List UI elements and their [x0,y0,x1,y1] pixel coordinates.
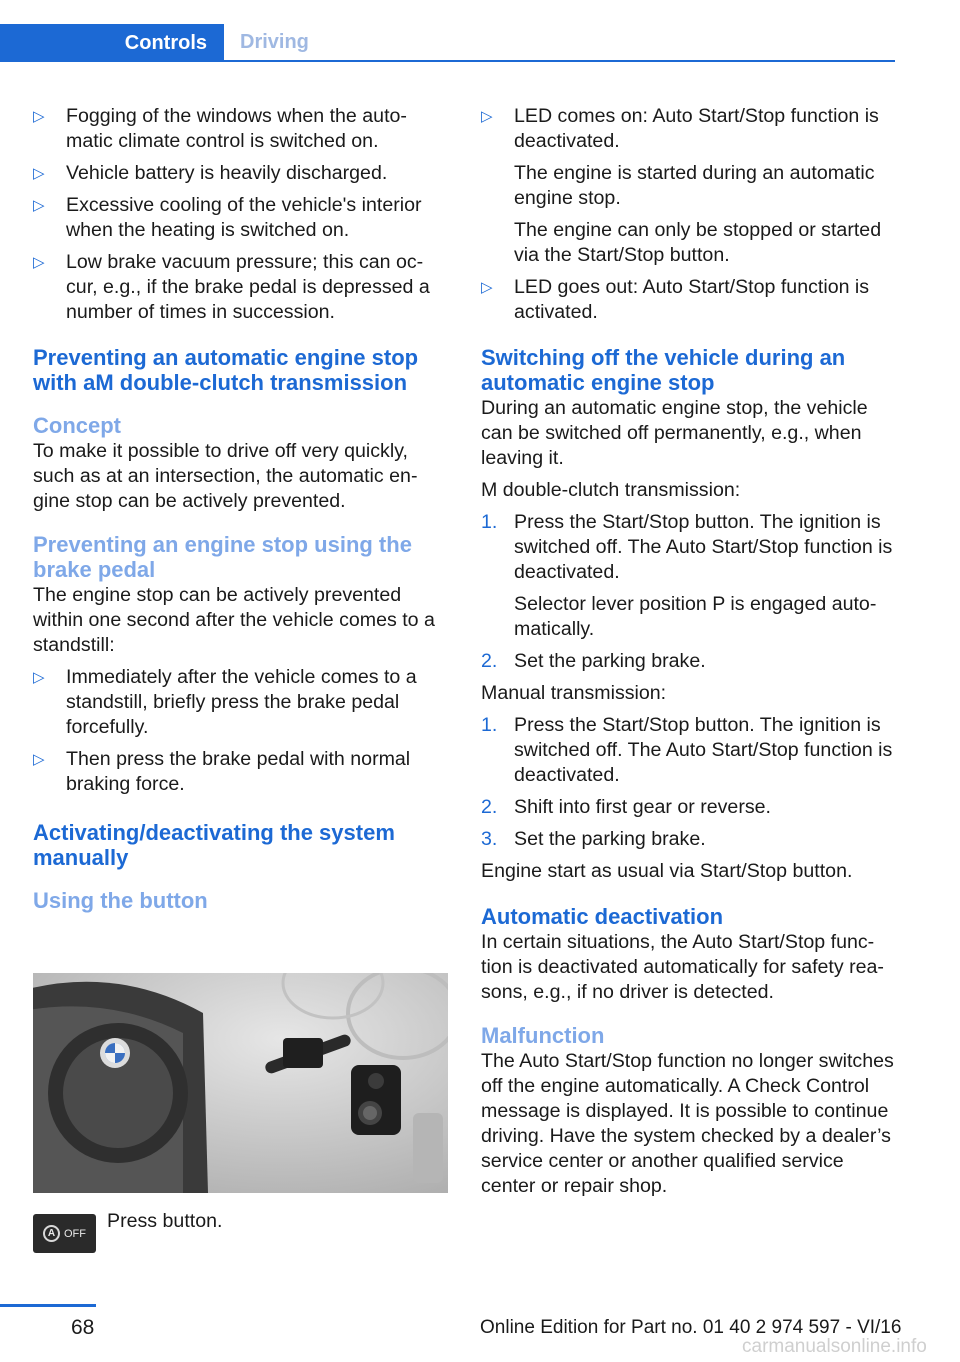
paragraph-mdct: M double-clutch transmission: [481,479,741,501]
tab-controls[interactable]: Controls [0,24,224,62]
cockpit-illustration [33,973,448,1193]
tab-driving[interactable]: Driving [240,30,309,53]
watermark: carmanualsonline.info [742,1336,927,1357]
list-item: ▷ LED goes out: Auto Start/Stop function is activated. [481,276,870,323]
triangle-bullet-icon: ▷ [33,197,45,214]
press-button-text: Press button. [107,1210,223,1232]
list-item: ▷ Then press the brake pedal with normal braking force. [33,748,411,795]
list-item: ▷ Vehicle battery is heavily discharged. [33,162,388,184]
paragraph-manual: Manual transmission: [481,682,667,704]
triangle-bullet-icon: ▷ [33,751,45,768]
left-column [33,104,443,914]
list-item: ▷ LED comes on: Auto Start/Stop function is deactivated. The engine is started during an automatic engine stop. The engine can only be stopped or started via the Start/Stop button. [481,105,882,266]
page-number: 68 [71,1316,95,1339]
list-item: ▷ Excessive cooling of the vehicle's interior when the heating is switched on. [33,194,422,241]
paragraph-malfunction: The Auto Start/Stop function no longer switches off the engine automatically. A Check Control message is displayed. It is possible to continue driving. Have the system checked by a dealer’s service center or another qualified service center or repair shop. [481,1050,894,1197]
heading-prevent-stop: Preventing an automatic engine stop with aM double-clutch transmission [33,345,419,395]
triangle-bullet-icon: ▷ [33,108,45,125]
triangle-bullet-icon: ▷ [33,669,45,686]
list-item: ▷ Immediately after the vehicle comes to a standstill, briefly press the brake pedal forcefully. [33,666,417,738]
heading-concept: Concept [33,413,121,438]
numbered-step: 2. Shift into first gear or reverse. [481,796,771,818]
heading-activate-manually: Activating/deactivating the system manually [33,820,395,870]
heading-using-button: Using the button [33,888,208,913]
numbered-step: 3. Set the parking brake. [481,828,706,850]
numbered-step: 1. Press the Start/Stop button. The ignition is switched off. The Auto Start/Stop function is deactivated. [481,714,893,786]
auto-start-stop-off-icon: A OFF [33,1214,96,1253]
list-item: ▷ Low brake vacuum pressure; this can oc‐cur, e.g., if the brake pedal is depressed a number of times in succession. [33,251,430,323]
heading-automatic-deactivation: Automatic deactivation [481,904,724,929]
header-tabs [0,24,895,62]
paragraph-engine-start: Engine start as usual via Start/Stop button. [481,860,853,882]
heading-brake-pedal: Preventing an engine stop using the brake pedal [33,532,412,582]
paragraph-brake: The engine stop can be actively prevented within one second after the vehicle comes to a standstill: [33,584,435,656]
right-column [481,104,895,1206]
numbered-step: 2. Set the parking brake. [481,650,706,672]
footer-rule [0,1304,96,1307]
triangle-bullet-icon: ▷ [481,279,493,296]
heading-switch-off: Switching off the vehicle during an automatic engine stop [481,345,846,395]
header-rule [0,60,895,62]
paragraph-concept: To make it possible to drive off very quickly, such as at an intersection, the automatic en‐gine stop can be actively prevented. [33,440,418,512]
edition-text: Online Edition for Part no. 01 40 2 974 597 - VI/16 [480,1317,902,1338]
heading-malfunction: Malfunction [481,1023,605,1048]
list-item: ▷ Fogging of the windows when the auto‐matic climate control is switched on. [33,105,407,152]
triangle-bullet-icon: ▷ [33,254,45,271]
paragraph-switch-off: During an automatic engine stop, the vehicle can be switched off permanently, e.g., when leaving it. [481,397,868,469]
triangle-bullet-icon: ▷ [33,165,45,182]
paragraph-automatic-deactivation: In certain situations, the Auto Start/Stop func‐tion is deactivated automatically for safety rea‐sons, e.g., if no driver is detected. [481,931,884,1003]
steering-wheel-photo [33,973,448,1193]
triangle-bullet-icon: ▷ [481,108,493,125]
a-symbol-icon: A [43,1225,60,1242]
numbered-step: 1. Press the Start/Stop button. The ignition is switched off. The Auto Start/Stop function is deactivated. Selector lever position P is engaged auto‐matically. [481,511,893,640]
